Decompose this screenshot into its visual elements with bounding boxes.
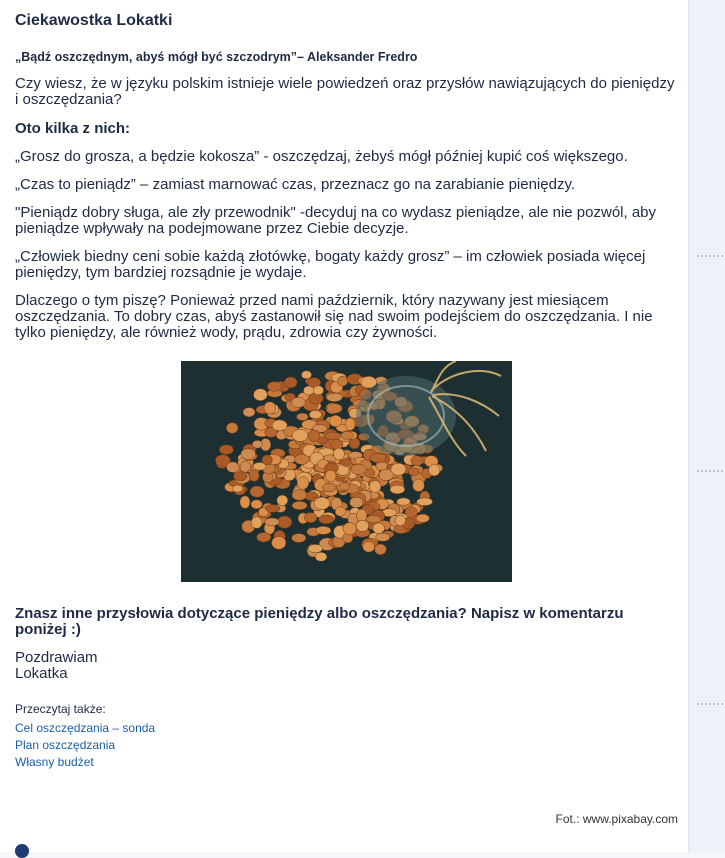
coin [325, 470, 336, 482]
coin [257, 532, 271, 542]
coin [413, 479, 425, 492]
coin [408, 468, 419, 476]
coin [267, 382, 281, 392]
coin [327, 393, 343, 401]
coin [429, 464, 440, 476]
coin [309, 410, 321, 418]
coin [350, 497, 364, 508]
coins-photo [181, 361, 512, 582]
coin [391, 463, 406, 475]
read-also-links [15, 720, 678, 771]
coin [277, 495, 288, 506]
proverb: „Grosz do grosza, a będzie kokosza” - oszczędzaj, żebyś mógł później kupić coś większego. [15, 148, 628, 165]
coin [397, 498, 410, 505]
coin [351, 464, 366, 475]
coin [313, 386, 324, 395]
coin [329, 415, 341, 427]
coin [357, 509, 367, 522]
coin [297, 413, 309, 420]
coin [241, 449, 256, 460]
divider-dots [697, 255, 725, 257]
coin [272, 536, 286, 549]
coin [345, 418, 355, 431]
coin [251, 517, 262, 529]
coin [337, 376, 347, 386]
coin [226, 423, 238, 434]
coin [390, 485, 405, 494]
coin [308, 544, 322, 552]
subheading: Oto kilka z nich: [15, 120, 131, 137]
divider-dots [697, 703, 725, 705]
coin [240, 461, 251, 472]
coin [341, 431, 353, 439]
read-also-link[interactable]: Cel oszczędzania – sonda [15, 721, 156, 735]
coin [251, 500, 262, 509]
coin [250, 486, 264, 497]
image-wrapper [15, 361, 678, 582]
coin [301, 371, 311, 379]
coin [240, 496, 250, 509]
coin [373, 523, 385, 534]
coin [315, 552, 327, 561]
call-to-action: Znasz inne przysłowia dotyczące pieniędzy albo oszczędzania? Napisz w komentarzu poniżej :) [15, 605, 624, 638]
coin [292, 429, 308, 441]
coin [226, 462, 239, 473]
proverb: „Czas to pieniądz” – zamiast marnować czas, przeznacz go na zarabianie pieniędzy. [15, 176, 575, 193]
coin [266, 505, 280, 513]
coin [292, 534, 306, 543]
quote: „Bądź oszczędnym, abyś mógł być szczodrym”– Aleksander Fredro [15, 50, 418, 64]
article-title: Ciekawostka Lokatki [15, 12, 173, 29]
read-also-link[interactable]: Plan oszczędzania [15, 738, 116, 752]
author-avatar-icon [15, 844, 29, 858]
right-sidebar [688, 0, 725, 852]
greeting: Pozdrawiam [15, 649, 98, 666]
coin [343, 523, 356, 535]
coin [243, 408, 255, 417]
coin [295, 455, 310, 465]
coin [284, 377, 297, 388]
coin [292, 490, 307, 501]
coin [335, 507, 346, 516]
coin [254, 389, 268, 401]
coin [416, 514, 429, 522]
coin [417, 498, 433, 506]
closing-paragraph: Dlaczego o tym piszę? Ponieważ przed nami październik, który nazywany jest miesiącem oszczędzania. To dobry czas, abyś zastanowił się nad swoim podejściem do oszczędzania. I nie tylko pieniędzy, ale również wody, prądu, zdrowia czy żywności. [15, 292, 653, 341]
coin [370, 453, 386, 463]
proverb: „Człowiek biedny ceni sobie każdą złotówkę, bogaty każdy grosz” – im człowiek posiada więcej pieniędzy, tym bardziej rozsądnie je wydaje. [15, 248, 646, 281]
coin [252, 440, 262, 448]
coin [395, 515, 406, 526]
coin [249, 470, 259, 482]
coin [316, 526, 331, 534]
intro-paragraph: Czy wiesz, że w języku polskim istnieje wiele powiedzeń oraz przysłów nawiązujących do pieniędzy i oszczędzania? [15, 75, 675, 108]
coin [333, 448, 344, 460]
divider-dots [697, 470, 725, 472]
coin [272, 420, 287, 431]
coin [327, 404, 342, 414]
coin [319, 515, 335, 524]
coin [369, 481, 381, 493]
coin [234, 472, 248, 481]
coin [265, 518, 280, 526]
coin [264, 402, 276, 414]
coin [219, 445, 233, 455]
read-also-label: Przeczytaj także: [15, 702, 106, 716]
coin [304, 513, 317, 523]
coin [356, 520, 369, 531]
coin [363, 541, 375, 552]
proverb: "Pieniądz dobry sługa, ale zły przewodnik" -decyduj na co wydasz pieniądze, ale nie pozwól, aby pieniądze wpływały na podejmowane przez Ciebie decyzje. [15, 204, 657, 237]
signature: Lokatka [15, 665, 68, 682]
coin [297, 477, 309, 490]
coin [292, 501, 307, 509]
coin [341, 459, 351, 467]
coin [322, 483, 336, 492]
jar-shape [356, 376, 456, 456]
photo-credit: Fot.: www.pixabay.com [555, 812, 678, 826]
coin [339, 483, 349, 491]
coin [411, 456, 423, 466]
coin [308, 430, 320, 442]
coin [262, 455, 272, 465]
coin [376, 533, 390, 541]
coin [291, 397, 305, 407]
coin [233, 485, 243, 492]
coin [314, 497, 330, 509]
read-also-link[interactable]: Własny budżet [15, 755, 94, 769]
